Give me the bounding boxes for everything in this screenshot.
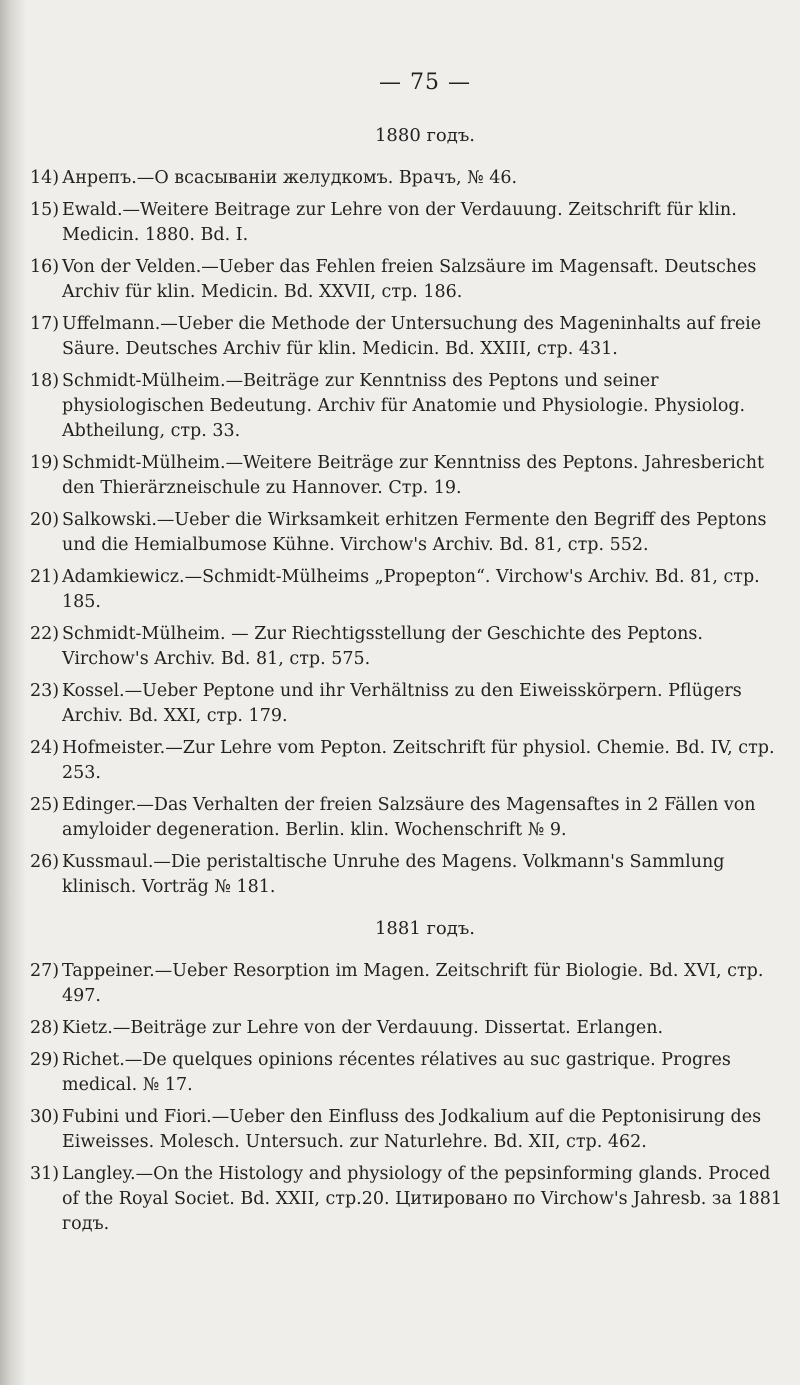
entry-text: Анрепъ.—О всасываніи желудкомъ. Врачъ, № 46. bbox=[62, 168, 518, 188]
reference-entry bbox=[30, 850, 790, 900]
entry-number: 23) bbox=[30, 681, 60, 701]
entry-number: 31) bbox=[30, 1164, 60, 1184]
entry-number: 25) bbox=[30, 795, 60, 815]
entry-text: Schmidt-Mülheim.—Beiträge zur Kenntniss des Peptons und seiner physiologischen Bedeutung. Archiv für Anatomie und Physiologie. Physiolog. Abtheilung, стр. 33. bbox=[62, 371, 746, 441]
reference-entry bbox=[30, 508, 790, 558]
section-heading-1880: 1880 годъ. bbox=[374, 125, 476, 146]
entry-text: Von der Velden.—Ueber das Fehlen freien Salzsäure im Magensaft. Deutsches Archiv für klin. Medicin. Bd. XXVII, стр. 186. bbox=[62, 257, 757, 302]
entry-number: 26) bbox=[30, 852, 60, 872]
reference-entry bbox=[30, 736, 790, 786]
reference-entry bbox=[30, 565, 790, 615]
entry-number: 22) bbox=[30, 624, 60, 644]
reference-entry bbox=[30, 679, 790, 729]
entry-number: 28) bbox=[30, 1018, 60, 1038]
reference-entry bbox=[30, 959, 790, 1009]
entry-number: 29) bbox=[30, 1050, 60, 1070]
entry-number: 20) bbox=[30, 510, 60, 530]
entry-number: 24) bbox=[30, 738, 60, 758]
reference-entry bbox=[30, 451, 790, 501]
reference-entry bbox=[30, 1048, 790, 1098]
reference-entry bbox=[30, 255, 790, 305]
entry-text: Edinger.—Das Verhalten der freien Salzsäure des Magensaftes in 2 Fällen von amyloider degeneration. Berlin. klin. Wochenschrift № 9. bbox=[62, 795, 756, 840]
entries-1880 bbox=[30, 166, 790, 900]
reference-entry bbox=[30, 198, 790, 248]
page-number: — 75 — bbox=[379, 70, 471, 95]
entry-text: Adamkiewicz.—Schmidt-Mülheims „Propepton“. Virchow's Archiv. Bd. 81, стр. 185. bbox=[62, 567, 760, 612]
reference-entry bbox=[30, 1016, 790, 1041]
reference-entry bbox=[30, 312, 790, 362]
entry-number: 16) bbox=[30, 257, 60, 277]
entry-number: 27) bbox=[30, 961, 60, 981]
entry-text: Kossel.—Ueber Peptone und ihr Verhältniss zu den Eiweisskörpern. Pflügers Archiv. Bd. XXI, стр. 179. bbox=[62, 681, 742, 726]
entry-number: 30) bbox=[30, 1107, 60, 1127]
entry-text: Fubini und Fiori.—Ueber den Einfluss des Jodkalium auf die Peptonisirung des Eiweisses. Molesch. Untersuch. zur Naturlehre. Bd. XII, стр. 462. bbox=[62, 1107, 762, 1152]
entry-number: 18) bbox=[30, 371, 60, 391]
entry-text: Ewald.—Weitere Beitrage zur Lehre von der Verdauung. Zeitschrift für klin. Medicin. 1880. Bd. I. bbox=[62, 200, 737, 245]
entry-text: Hofmeister.—Zur Lehre vom Pepton. Zeitschrift für physiol. Chemie. Bd. IV, стр. 253. bbox=[62, 738, 775, 783]
entry-number: 15) bbox=[30, 200, 60, 220]
entry-text: Schmidt-Mülheim. — Zur Riechtigsstellung der Geschichte des Peptons. Virchow's Archiv. Bd. 81, стр. 575. bbox=[62, 624, 703, 669]
entries-1881 bbox=[30, 959, 790, 1237]
entry-number: 21) bbox=[30, 567, 60, 587]
entry-text: Kussmaul.—Die peristaltische Unruhe des Magens. Volkmann's Sammlung klinisch. Vorträg № 181. bbox=[62, 852, 725, 897]
entry-text: Schmidt-Mülheim.—Weitere Beiträge zur Kenntniss des Peptons. Jahresbericht den Thierärzneischule zu Hannover. Стр. 19. bbox=[62, 453, 765, 498]
reference-entry bbox=[30, 1162, 790, 1237]
entry-text: Salkowski.—Ueber die Wirksamkeit erhitzen Fermente den Begriff des Peptons und die Hemialbumose Kühne. Virchow's Archiv. Bd. 81, стр. 552. bbox=[62, 510, 767, 555]
entry-text: Tappeiner.—Ueber Resorption im Magen. Zeitschrift für Biologie. Bd. XVI, стр. 497. bbox=[62, 961, 764, 1006]
entry-number: 14) bbox=[30, 168, 60, 188]
reference-entry bbox=[30, 369, 790, 444]
entry-number: 19) bbox=[30, 453, 60, 473]
reference-entry bbox=[30, 1105, 790, 1155]
reference-entry bbox=[30, 793, 790, 843]
entry-text: Richet.—De quelques opinions récentes rélatives au suc gastrique. Progres medical. № 17. bbox=[62, 1050, 731, 1095]
reference-entry bbox=[30, 622, 790, 672]
entry-text: Kietz.—Beiträge zur Lehre von der Verdauung. Dissertat. Erlangen. bbox=[62, 1018, 664, 1038]
entry-text: Uffelmann.—Ueber die Methode der Untersuchung des Mageninhalts auf freie Säure. Deutsches Archiv für klin. Medicin. Bd. XXIII, стр. 431. bbox=[62, 314, 762, 359]
section-heading-1881: 1881 годъ. bbox=[374, 918, 476, 939]
entry-number: 17) bbox=[30, 314, 60, 334]
entry-text: Langley.—On the Histology and physiology of the pepsinforming glands. Proced of the Royal Societ. Bd. XXII, стр.20. Цитировано по Virchow's Jahresb. за 1881 годъ. bbox=[62, 1164, 783, 1234]
page-content bbox=[30, 70, 790, 1244]
page-binding-shadow bbox=[0, 0, 26, 1385]
reference-entry bbox=[30, 166, 790, 191]
